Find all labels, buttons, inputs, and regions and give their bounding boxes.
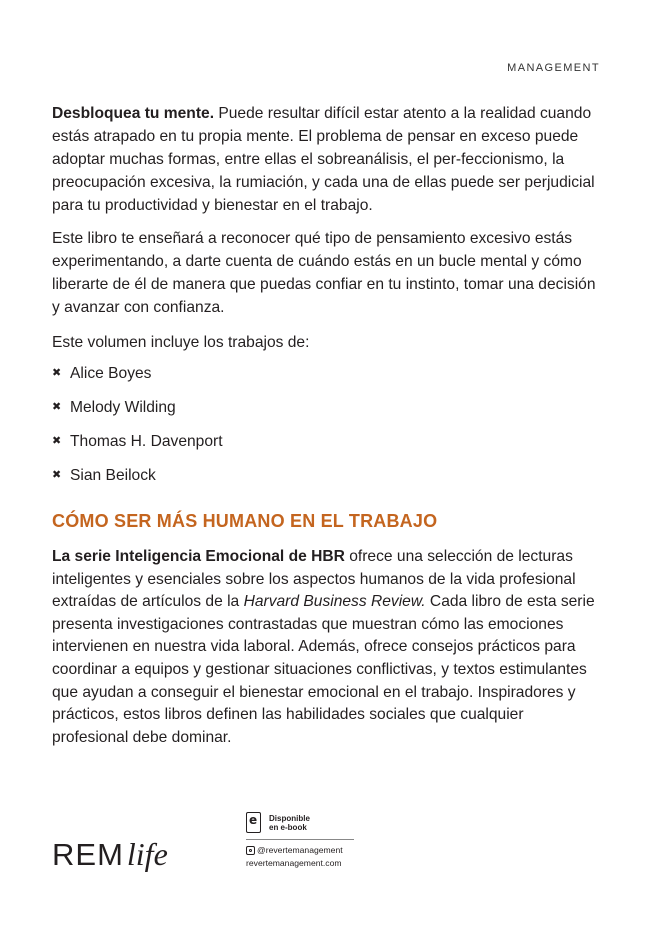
- series-heading: CÓMO SER MÁS HUMANO EN EL TRABAJO: [52, 511, 438, 531]
- instagram-line: [246, 844, 376, 857]
- ebook-label-line-2: en e-book: [269, 822, 307, 832]
- author-item: [52, 396, 602, 430]
- bullet-icon: ✖: [52, 469, 62, 481]
- category-label: MANAGEMENT: [507, 62, 600, 74]
- author-item: [52, 464, 602, 498]
- intro-paragraph: [52, 102, 602, 217]
- instagram-icon: [246, 846, 255, 855]
- logo-main: REM: [52, 837, 124, 872]
- author-item: [52, 362, 602, 396]
- ebook-icon: [246, 812, 261, 833]
- author-name: Thomas H. Davenport: [70, 433, 223, 450]
- bullet-icon: ✖: [52, 435, 62, 447]
- series-paragraph: [52, 546, 602, 749]
- divider: [246, 839, 354, 840]
- back-cover-content: [52, 102, 602, 749]
- logo-sub: life: [126, 836, 168, 872]
- author-name: Alice Boyes: [70, 365, 152, 382]
- series-text-b: Cada libro de esta serie presenta investigaciones contrastadas que muestran cómo las emociones intervienen en nuestra vida laboral. Además, ofrece consejos prácticos para coordinar a equipos y gestionar situaciones conflictivas, y textos estimulantes que ayudan a conseguir el bienestar emocional en el trabajo. Inspiradores y prácticos, estos libros definen las habilidades sociales que cualquier profesional debe dominar.: [52, 593, 595, 746]
- authors-intro: Este volumen incluye los trabajos de:: [52, 334, 310, 351]
- description-paragraph: Este libro te enseñará a reconocer qué tipo de pensamiento excesivo estás experimentando, a darte cuenta de cuándo estás en un bucle mental y cómo liberarte de él de manera que puedas confiar en tu instinto, tomar una decisión y avanzar con confianza.: [52, 230, 596, 316]
- instagram-handle: @revertemanagement: [257, 845, 343, 855]
- intro-body: Puede resultar difícil estar atento a la realidad cuando estás atrapado en tu propia mente. El problema de pensar en exceso puede adoptar muchas formas, entre ellas el sobreanálisis, el per-feccionismo, la preocupación excesiva, la rumiación, y cada una de ellas puede ser perjudicial para tu productividad y bienestar en el trabajo.: [52, 105, 595, 214]
- website: revertemanagement.com: [246, 858, 342, 868]
- intro-lead: Desbloquea tu mente.: [52, 105, 215, 122]
- ebook-badge: [246, 812, 376, 833]
- author-name: Sian Beilock: [70, 467, 156, 484]
- ebook-label: [269, 814, 329, 832]
- series-lead: La serie Inteligencia Emocional de HBR: [52, 548, 345, 565]
- bullet-icon: ✖: [52, 367, 62, 379]
- ebook-info: [246, 812, 376, 870]
- authors-list: [52, 362, 602, 498]
- author-item: [52, 430, 602, 464]
- series-text-a: ofrece una selección de lecturas inteligentes y esenciales sobre los aspectos humanos de la vida profesional extraídas de artículos de la: [52, 548, 576, 611]
- magazine-name: Harvard Business Review.: [243, 593, 426, 611]
- publisher-logo: [52, 836, 168, 873]
- bullet-icon: ✖: [52, 401, 62, 413]
- ebook-label-line-1: Disponible: [269, 813, 310, 823]
- author-name: Melody Wilding: [70, 399, 176, 416]
